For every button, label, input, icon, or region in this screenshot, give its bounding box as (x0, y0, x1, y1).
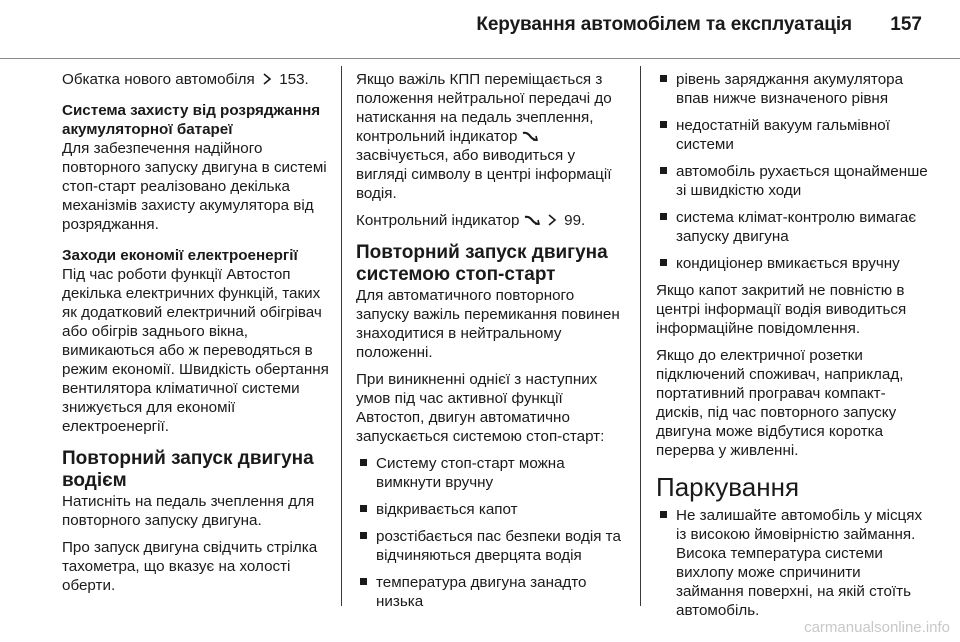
paragraph: Якщо до електричної розетки підключений споживач, наприклад, портативний програвач компакт-дисків, під час повторного запуску двигуна може відбутися коротка перерва у живленні. (656, 347, 904, 459)
bullet-square-icon (360, 578, 367, 585)
page-number: 157 (890, 14, 922, 35)
page-header (0, 0, 960, 59)
bullet-list (656, 70, 928, 273)
bullet-square-icon (660, 259, 667, 266)
bullet-square-icon (660, 75, 667, 82)
list-item: система клімат-контролю вимагає запуску двигуна (656, 208, 928, 246)
list-item: температура двигуна занадто низька (356, 573, 626, 611)
section-heading: Повторний запуск двигуна системою стоп-старт (356, 242, 608, 285)
paragraph: При виникненні однієї з наступних умов під час активної функції Автостоп, двигун автоматично запускається системою стоп-старт: (356, 371, 605, 445)
list-item: відкривається капот (356, 500, 626, 519)
column-3 (656, 70, 928, 628)
arrow-ref-icon (544, 214, 560, 226)
section-text: Про запуск двигуна свідчить стрілка тахометра, що вказує на холості оберти. (62, 539, 318, 594)
bullet-list (356, 454, 626, 611)
bullet-list (656, 506, 928, 620)
bullet-square-icon (660, 167, 667, 174)
bullet-square-icon (360, 459, 367, 466)
watermark: carmanualsonline.info (804, 619, 950, 636)
section-text: Під час роботи функції Автостоп декілька електричних функцій, таких як додатковий електричний обігрівач або обігрів заднього вікна, вимикаються або ж переводяться в режим економії. Швидкість обертання вентилятора кліматичної системи знижується для економії електроенергії. (62, 266, 329, 435)
section-heading: Система захисту від розряджання акумуляторної батареї (62, 102, 321, 138)
column-1 (62, 70, 330, 603)
list-item: розстібається пас безпеки водія та відчиняються дверцята водія (356, 527, 626, 565)
list-item: Не залишайте автомобіль у місцях із високою ймовірністю займання. Висока температура системи вихлопу може спричинити займання поверхні, на якій стоїть автомобіль. (656, 506, 928, 620)
bullet-square-icon (660, 121, 667, 128)
section-text: Натисніть на педаль зчеплення для повторного запуску двигуна. (62, 493, 315, 529)
auto-stop-indicator-icon (524, 214, 540, 226)
column-divider (640, 66, 641, 606)
auto-stop-indicator-icon (522, 130, 538, 142)
section-heading: Повторний запуск двигуна водієм (62, 448, 314, 491)
bullet-square-icon (360, 532, 367, 539)
list-item: автомобіль рухається щонайменше зі швидкістю ходи (656, 162, 928, 200)
paragraph: Для автоматичного повторного запуску важіль перемикання повинен знаходитися в нейтральному положенні. (356, 287, 620, 361)
column-2 (356, 70, 626, 619)
column-divider (341, 66, 342, 606)
section-text: Для забезпечення надійного повторного запуску двигуна в системі стоп-старт реалізовано декілька механізмів захисту акумулятора від розряджання. (62, 140, 327, 233)
header-title: Керування автомобілем та експлуатація (476, 14, 852, 35)
list-item: недостатній вакуум гальмівної системи (656, 116, 928, 154)
bullet-square-icon (660, 511, 667, 518)
bullet-square-icon (360, 505, 367, 512)
paragraph: Якщо капот закритий не повністю в центрі інформації водія виводиться інформаційне повідомлення. (656, 282, 907, 337)
paragraph: Контрольний індикатор 99. (356, 212, 586, 229)
paragraph: Якщо важіль КПП переміщається з положення нейтральної передачі до натискання на педаль зчеплення, контрольний індикатор засвічується, або виводиться у вигляді символу в центрі інформації водія. (356, 71, 612, 202)
list-item: кондиціонер вмикається вручну (656, 254, 928, 273)
list-item: рівень заряджання акумулятора впав нижче визначеного рівня (656, 70, 928, 108)
arrow-ref-icon (259, 73, 275, 85)
bullet-square-icon (660, 213, 667, 220)
intro-line: Обкатка нового автомобіля 153. (62, 71, 309, 88)
list-item: Систему стоп-старт можна вимкнути вручну (356, 454, 626, 492)
section-heading: Паркування (656, 472, 800, 502)
section-heading: Заходи економії електроенергії (62, 247, 298, 264)
